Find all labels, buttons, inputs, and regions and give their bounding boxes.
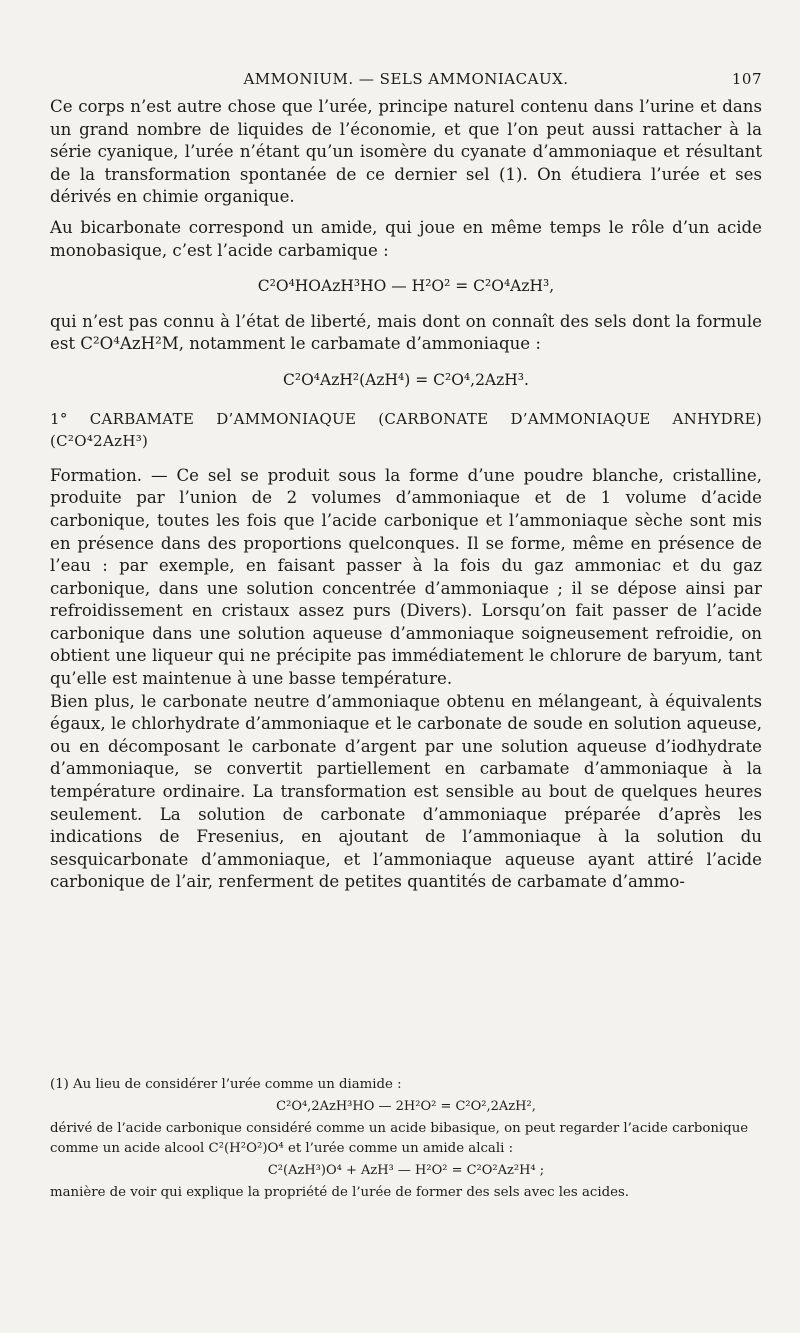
formula-acide-carbamique: C²O⁴HOAzH³HO — H²O² = C²O⁴AzH³,: [257, 277, 555, 296]
footnote-line-1: (1) Au lieu de considérer l’urée comme un diamide :: [50, 1077, 402, 1092]
footnote-formula-2: C²(AzH³)O⁴ + AzH³ — H²O² = C²O²Az²H⁴ ;: [267, 1163, 545, 1178]
paragraph-acide-carbamique: Au bicarbonate correspond un amide, qui joue en même temps le rôle d’un acide monobasique, c’est l’acide carbamique :: [50, 217, 762, 260]
paragraph-uree: Ce corps n’est autre chose que l’urée, principe naturel contenu dans l’urine et dans un grand nombre de liquides de l’économie, et que l’on peut aussi rattacher à la série cyanique, l’urée n’étant qu’un isomère du cyanate d’ammoniaque et résultant de la transformation spontanée de ce dernier sel (1). On étudiera l’urée et ses dérivés en chimie organique.: [50, 97, 762, 207]
running-header: [50, 70, 762, 96]
footnote-line-2: dérivé de l’acide carbonique considéré comme un acide bibasique, on peut regarder l’acide carbonique comme un acide alcool C²(H²O²)O⁴ et l’urée comme un amide alcali :: [50, 1121, 749, 1156]
section-heading: 1° CARBAMATE D’AMMONIAQUE (CARBONATE D’AMMONIAQUE ANHYDRE) (C²O⁴2AzH³): [50, 409, 762, 451]
header-title: AMMONIUM. — SELS AMMONIACAUX.: [243, 70, 569, 88]
footnote-formula-1: C²O⁴,2AzH³HO — 2H²O² = C²O²,2AzH²,: [276, 1099, 536, 1114]
paragraph-bien-plus: Bien plus, le carbonate neutre d’ammoniaque obtenu en mélangeant, à équivalents égaux, le chlorhydrate d’ammoniaque et le carbonate de soude en solution aqueuse, ou en décomposant le carbonate d’argent par une solution aqueuse d’iodhydrate d’ammoniaque, se convertit partiellement en carbamate d’ammoniaque à la température ordinaire. La transformation est sensible au bout de quelques heures seulement. La solution de carbonate d’ammoniaque préparée d’après les indications de Fresenius, en ajoutant de l’ammoniaque à la solution du sesquicarbonate d’ammoniaque, et l’ammoniaque aqueuse ayant attiré l’acide carbonique de l’air, renferment de petites quantités de carbamate d’ammo-: [50, 691, 762, 892]
main-text: [50, 96, 762, 894]
paragraph-formation: Formation. — Ce sel se produit sous la forme d’une poudre blanche, cristalline, produite par l’union de 2 volumes d’ammoniaque et de 1 volume d’acide carbonique, toutes les fois que l’acide carbonique et l’ammoniaque sèche sont mis en présence dans des proportions quelconques. Il se forme, même en présence de l’eau : par exemple, en faisant passer à la fois du gaz ammoniac et du gaz carbonique, dans une solution concentrée d’ammoniaque ; il se dépose ainsi par refroidissement en cristaux assez purs (Divers). Lorsqu’on fait passer de l’acide carbonique dans une solution aqueuse d’ammoniaque soigneusement refroidie, on obtient une liqueur qui ne précipite pas immédiatement le chlorure de baryum, tant qu’elle est maintenue à une basse température.: [50, 465, 762, 689]
paragraph-carbamate: qui n’est pas connu à l’état de liberté, mais dont on connaît des sels dont la formule est C²O⁴AzH²M, notamment le carbamate d’ammoniaque :: [50, 311, 762, 354]
page-number: 107: [731, 70, 762, 88]
footnote-line-3: manière de voir qui explique la propriété de l’urée de former des sels avec les acides.: [50, 1185, 630, 1200]
footnotes: [50, 1075, 762, 1203]
formula-carbamate: C²O⁴AzH²(AzH⁴) = C²O⁴,2AzH³.: [283, 370, 529, 389]
